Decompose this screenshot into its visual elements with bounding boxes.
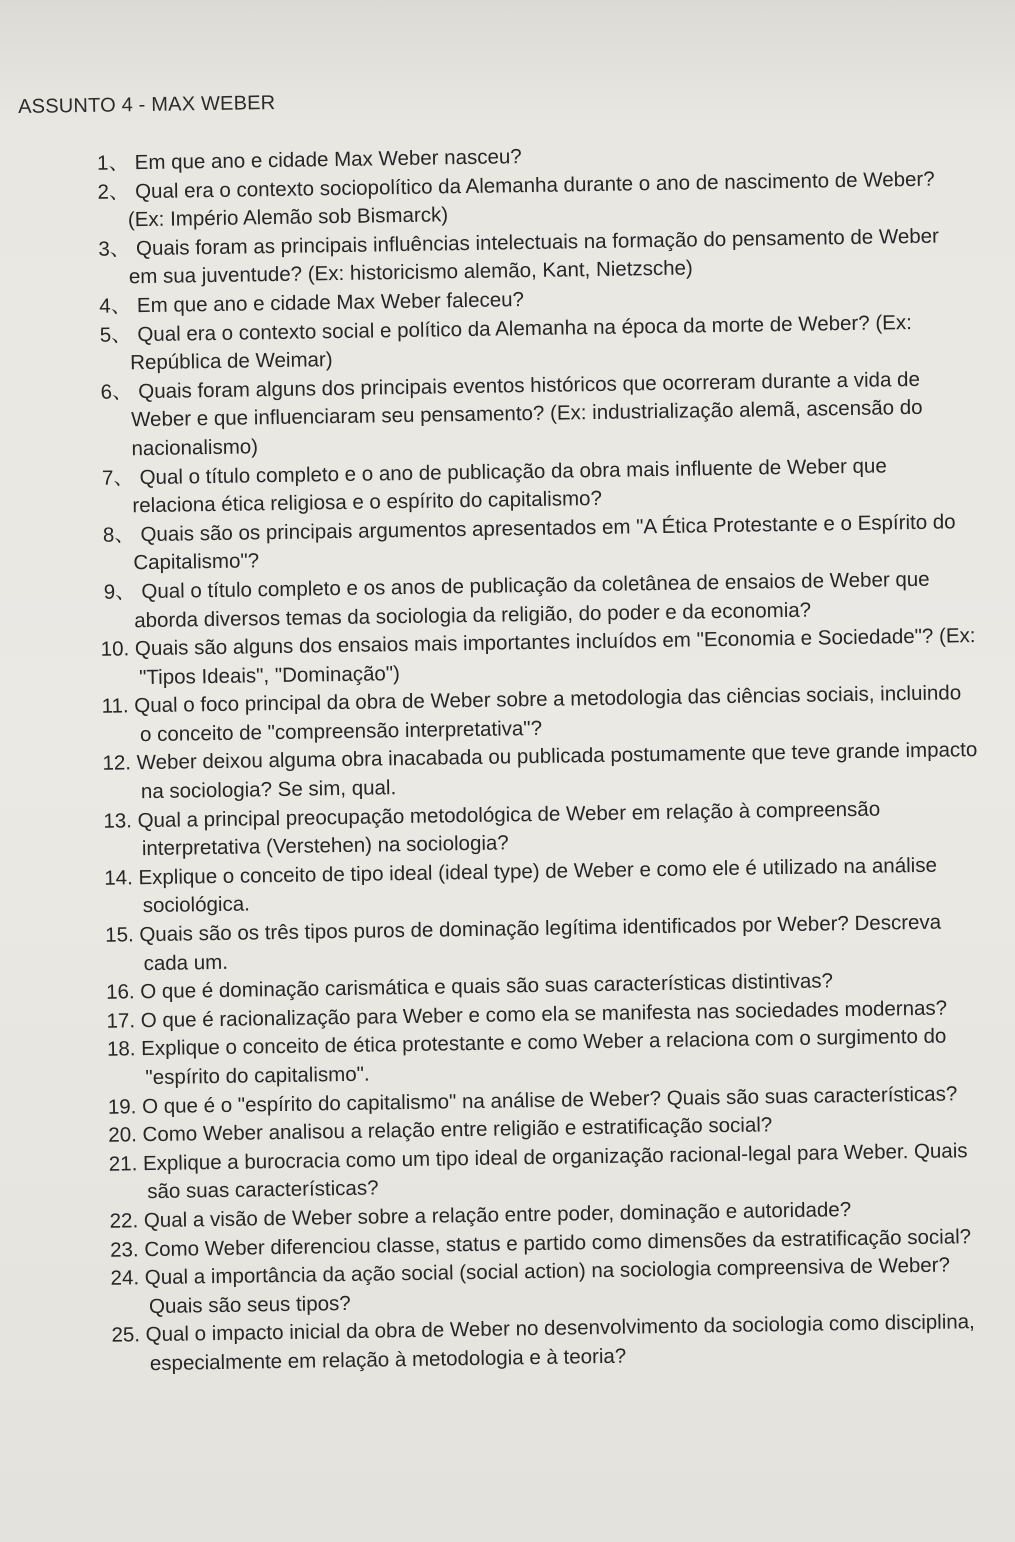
question-number: 14. [104, 866, 133, 890]
question-number: 11. [101, 694, 129, 719]
question-text: Quais foram alguns dos principais eventos históricos que ocorreram durante a vida de Weber e que influenciaram seu pensamento? (Ex: industrialização alemã, ascensão do nacionalismo) [130, 367, 923, 461]
question-text: Quais são alguns dos ensaios mais importantes incluídos em "Economia e Sociedade"? (Ex: "Tipos Ideais", "Dominação") [134, 624, 976, 689]
question-number: 12. [102, 751, 132, 776]
question-text: Qual o título completo e o ano de publicação da obra mais influente de Weber que relaciona ética religiosa e o espírito do capitalismo? [132, 453, 887, 518]
question-number: 3、 [98, 237, 131, 261]
question-text: Explique a burocracia como um tipo ideal de organização racional-legal para Weber. Quais são suas características? [142, 1138, 968, 1204]
question-number: 9、 [103, 580, 136, 604]
question-number: 23. [109, 1237, 139, 1262]
question-text: Explique o conceito de tipo ideal (ideal type) de Weber e como ele é utilizado na análise sociológica. [138, 853, 938, 918]
question-number: 4、 [99, 294, 132, 318]
question-number: 2、 [97, 179, 130, 204]
question-list [19, 136, 988, 1380]
question-text: Quais foram as principais influências intelectuais na formação do pensamento de Weber em sua juventude? (Ex: historicismo alemão, Kant, Nietzsche) [128, 224, 940, 289]
question-text: Weber deixou alguma obra inacabada ou publicada postumamente que teve grande impacto na sociologia? Se sim, qual. [136, 738, 978, 804]
question-number: 7、 [101, 465, 135, 490]
question-text: Como Weber analisou a relação entre religião e estratificação social? [142, 1113, 773, 1147]
question-text: Qual o impacto inicial da obra de Weber no desenvolvimento da sociologia como disciplina, especialmente em relação à metodologia e à teoria? [145, 1310, 975, 1376]
question-number: 16. [105, 980, 135, 1004]
question-number: 25. [111, 1323, 141, 1348]
question-number: 19. [107, 1094, 137, 1119]
question-number: 21. [108, 1152, 138, 1176]
question-number: 22. [109, 1209, 139, 1233]
question-text: Qual era o contexto sociopolítico da Alemanha durante o ano de nascimento de Weber? (Ex: Império Alemão sob Bismarck) [127, 167, 935, 232]
document-title: ASSUNTO 4 - MAX WEBER [18, 91, 276, 118]
question-number: 18. [106, 1037, 136, 1062]
question-text: O que é racionalização para Weber e como ela se manifesta nas sociedades modernas? [140, 996, 948, 1032]
question-text: Qual a visão de Weber sobre a relação entre poder, dominação e autoridade? [143, 1198, 852, 1233]
question-text: Qual era o contexto social e político da Alemanha na época da morte de Weber? (Ex: República de Weimar) [130, 310, 912, 375]
question-number: 20. [108, 1123, 138, 1147]
question-number: 17. [106, 1009, 136, 1033]
question-number: 10. [100, 637, 130, 661]
document-body [18, 81, 988, 1380]
question-number: 24. [110, 1266, 140, 1290]
question-text: Em que ano e cidade Max Weber faleceu? [136, 288, 525, 318]
question-text: Qual a principal preocupação metodológica de Weber em relação à compreensão interpretativa (Verstehen) na sociologia? [137, 797, 881, 861]
question-text: Qual o foco principal da obra de Weber sobre a metodologia das ciências sociais, incluindo o conceito de "compreensão interpretativa"? [134, 681, 962, 747]
question-text: Qual o título completo e os anos de publicação da coletânea de ensaios de Weber que aborda diversos temas da sociologia da religião, do poder e da economia? [134, 567, 930, 632]
question-number: 5、 [99, 322, 132, 347]
question-text: O que é o "espírito do capitalismo" na análise de Weber? Quais são suas características? [141, 1081, 958, 1118]
question-text: Quais são os principais argumentos apresentados em "A Ética Protestante e o Espírito do Capitalismo"? [133, 510, 956, 575]
question-number: 8、 [102, 522, 135, 547]
question-number: 13. [103, 808, 133, 833]
question-number: 1、 [96, 151, 130, 175]
question-number: 6、 [100, 379, 133, 404]
question-text: Em que ano e cidade Max Weber nasceu? [134, 145, 522, 175]
question-text: Qual a importância da ação social (social action) na sociologia compreensiva de Weber? Quais são seus tipos? [144, 1253, 951, 1318]
question-text: Como Weber diferenciou classe, status e partido como dimensões da estratificação social? [144, 1224, 972, 1261]
question-text: Explique o conceito de ética protestante e como Weber a relaciona com o surgimento do "espírito do capitalismo". [141, 1024, 947, 1090]
question-item [22, 365, 973, 466]
question-text: Quais são os três tipos puros de dominação legítima identificados por Weber? Descreva cada um. [139, 910, 942, 975]
question-text: O que é dominação carismática e quais são suas características distintivas? [140, 969, 834, 1004]
question-number: 15. [105, 923, 134, 947]
